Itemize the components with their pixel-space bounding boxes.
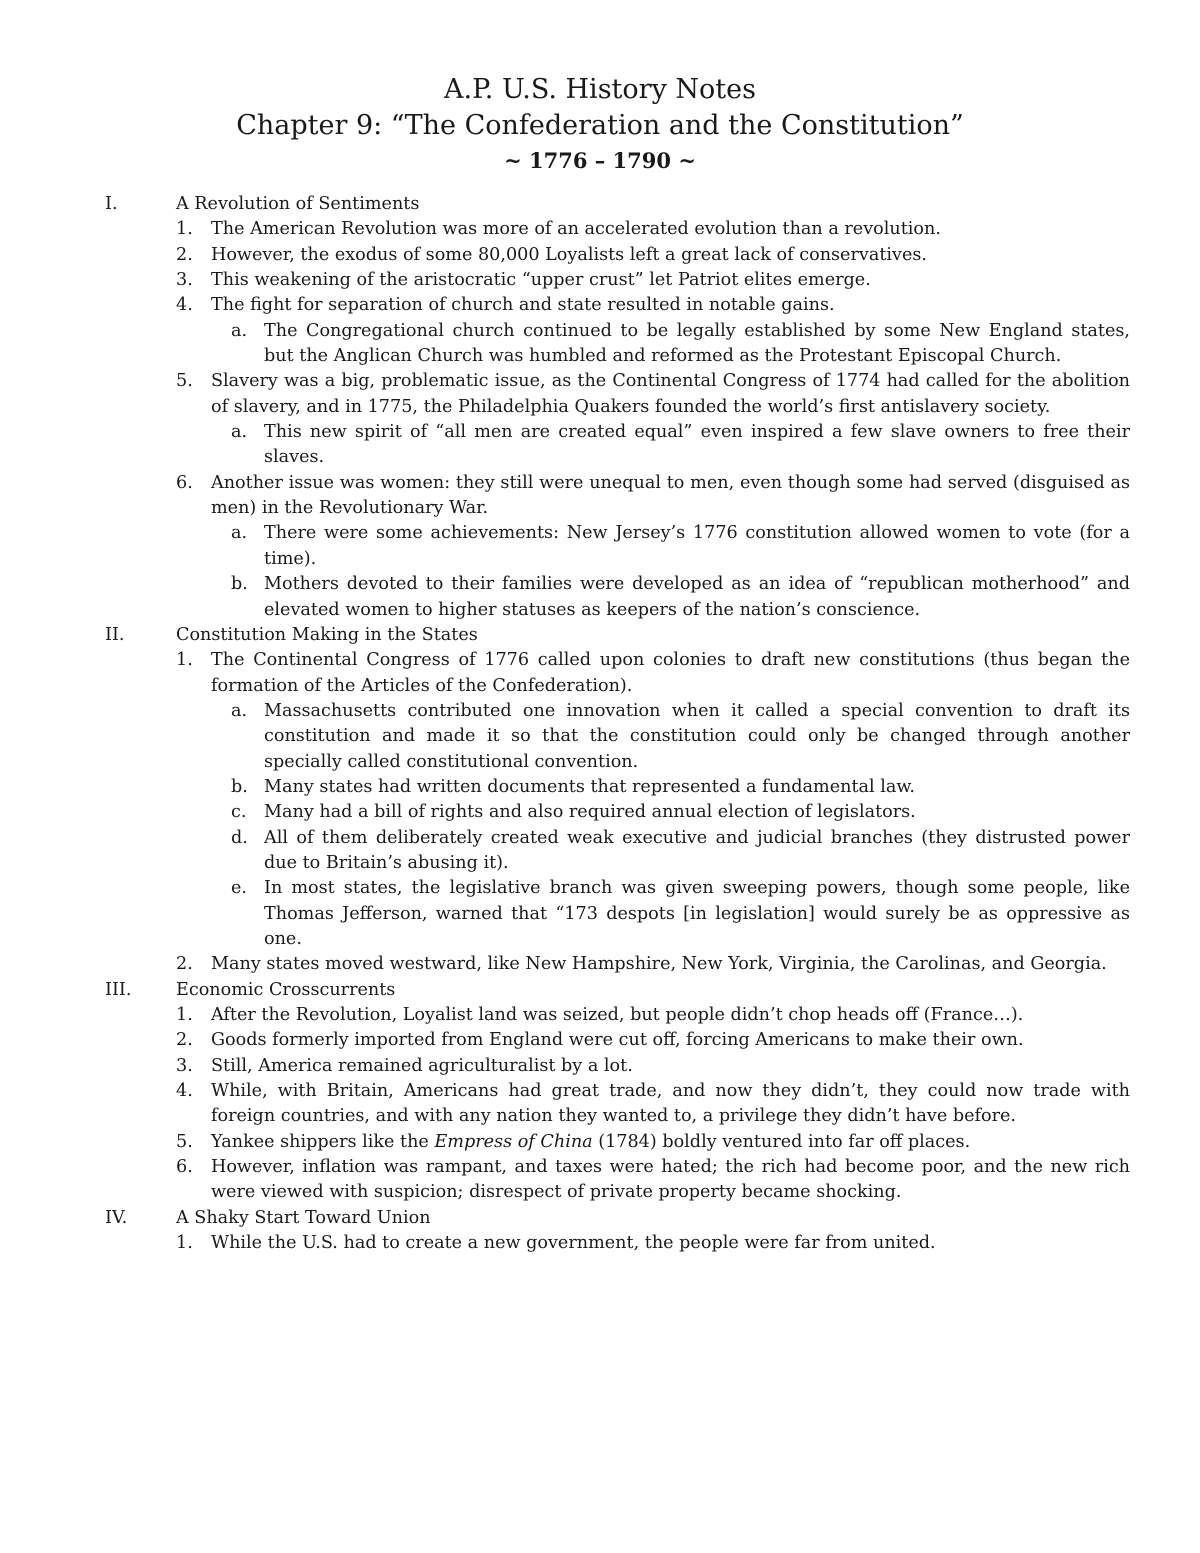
sub-item-text: The Congregational church continued to be legally established by some New England states, but the Anglican Church was humbled and reformed as the Protestant Episcopal Church. xyxy=(264,320,1130,367)
section-2 xyxy=(105,623,1130,978)
item-text: While, with Britain, Americans had great trade, and now they didn’t, they could now trade with foreign countries, and with any nation they wanted to, a privilege they didn’t have before. xyxy=(211,1081,1130,1127)
item-number: 1. xyxy=(176,219,193,240)
sub-item-text: Massachusetts contributed one innovation when it called a special convention to draft its constitution and made it so that the constitution could only be changed through another specially called constitutional convention. xyxy=(264,700,1130,772)
sub-item-letter: a. xyxy=(231,320,248,341)
item-number: 1. xyxy=(176,650,193,671)
sub-item-letter: a. xyxy=(231,422,248,443)
item-number: 2. xyxy=(176,954,193,975)
section-numeral: II. xyxy=(105,624,125,645)
item-number: 6. xyxy=(176,472,193,493)
item-text: Slavery was a big, problematic issue, as the Continental Congress of 1774 had called for the abolition of slavery, and in 1775, the Philadelphia Quakers founded the world’s first antislavery society. xyxy=(211,371,1130,417)
sub-item xyxy=(231,876,1130,952)
item-text: Still, America remained agriculturalist by a lot. xyxy=(211,1055,633,1076)
sub-item-letter: d. xyxy=(231,827,248,848)
item-number: 3. xyxy=(176,270,193,291)
section-numeral: I. xyxy=(105,194,118,214)
section-1 xyxy=(105,192,1130,623)
sub-item-text: Many had a bill of rights and also required annual election of legislators. xyxy=(264,802,916,823)
section-title: Economic Crosscurrents xyxy=(176,979,396,1000)
document-header xyxy=(70,72,1130,178)
item-text: However, the exodus of some 80,000 Loyalists left a great lack of conservatives. xyxy=(211,244,927,265)
sub-item-letter: b. xyxy=(231,776,248,797)
sub-item-text: In most states, the legislative branch was given sweeping powers, though some people, like Thomas Jefferson, warned that “173 despots [in legislation] would surely be as oppressive as one. xyxy=(264,878,1130,949)
item-text: The fight for separation of church and state resulted in notable gains. xyxy=(211,295,835,316)
sub-item xyxy=(231,420,1130,471)
item-number: 4. xyxy=(176,1081,193,1102)
item-text: However, inflation was rampant, and taxes were hated; the rich had become poor, and the new rich were viewed with suspicion; disrespect of private property became shocking. xyxy=(211,1157,1130,1203)
list-item xyxy=(176,648,1130,699)
item-number: 5. xyxy=(176,371,193,392)
item-number: 6. xyxy=(176,1157,193,1178)
section-numeral: III. xyxy=(105,979,132,1000)
list-item xyxy=(176,1028,1130,1053)
item-text: Many states moved westward, like New Hampshire, New York, Virginia, the Carolinas, and Georgia. xyxy=(211,954,1107,975)
sub-item-text: There were some achievements: New Jersey’s 1776 constitution allowed women to vote (for a time). xyxy=(264,523,1130,569)
sub-item xyxy=(231,826,1130,877)
sub-item-text: Many states had written documents that represented a fundamental law. xyxy=(264,776,915,797)
sub-item xyxy=(231,775,1130,800)
chapter-title: Chapter 9: “The Confederation and the Constitution” xyxy=(236,110,964,141)
ship-name: Empress of China xyxy=(434,1131,593,1152)
item-text: This weakening of the aristocratic “upper crust” let Patriot elites emerge. xyxy=(211,270,871,291)
section-numeral: IV. xyxy=(105,1207,128,1228)
item-number: 2. xyxy=(176,1030,193,1051)
sub-item-letter: e. xyxy=(231,878,248,899)
section-3 xyxy=(105,978,1130,1206)
sub-item-text: This new spirit of “all men are created equal” even inspired a few slave owners to free their slaves. xyxy=(264,422,1130,468)
section-4 xyxy=(105,1206,1130,1257)
item-number: 1. xyxy=(176,1005,193,1025)
list-item xyxy=(176,1130,1130,1155)
item-number: 1. xyxy=(176,1233,193,1254)
list-item xyxy=(176,1054,1130,1079)
list-item xyxy=(176,1079,1130,1130)
section-title: A Revolution of Sentiments xyxy=(176,194,420,214)
sub-item-text: Mothers devoted to their families were developed as an idea of “republican motherhood” and elevated women to higher statuses as keepers of the nation’s conscience. xyxy=(264,574,1130,620)
section-title: Constitution Making in the States xyxy=(176,624,478,645)
item-number: 4. xyxy=(176,295,193,316)
notes-outline xyxy=(105,192,1130,1256)
sub-item-text: All of them deliberately created weak executive and judicial branches (they distrusted power due to Britain’s abusing it). xyxy=(264,827,1130,873)
list-item xyxy=(176,293,1130,318)
list-item xyxy=(176,1155,1130,1206)
item-number: 3. xyxy=(176,1055,193,1076)
sub-item xyxy=(231,319,1130,370)
item-text-after: (1784) boldly ventured into far off places. xyxy=(592,1131,971,1152)
sub-item xyxy=(231,800,1130,825)
date-range: ~ 1776 – 1790 ~ xyxy=(504,148,696,173)
item-number: 5. xyxy=(176,1131,193,1152)
item-text-before: Yankee shippers like the xyxy=(211,1131,435,1152)
sub-item xyxy=(231,572,1130,623)
sub-item-letter: a. xyxy=(231,700,248,721)
list-item xyxy=(176,268,1130,293)
sub-item-letter: a. xyxy=(231,523,248,544)
list-item xyxy=(176,1003,1130,1028)
item-text: While the U.S. had to create a new government, the people were far from united. xyxy=(211,1233,936,1254)
item-text: After the Revolution, Loyalist land was seized, but people didn’t chop heads off (France…). xyxy=(211,1005,1024,1025)
section-title: A Shaky Start Toward Union xyxy=(176,1207,431,1228)
list-item xyxy=(176,217,1130,242)
list-item xyxy=(176,369,1130,420)
list-item xyxy=(176,471,1130,522)
item-text: Goods formerly imported from England were cut off, forcing Americans to make their own. xyxy=(211,1030,1024,1051)
sub-item xyxy=(231,699,1130,775)
sub-item xyxy=(231,521,1130,572)
list-item xyxy=(176,1231,1130,1256)
sub-item-letter: b. xyxy=(231,574,248,595)
document-title: A.P. U.S. History Notes xyxy=(444,74,756,105)
item-text: The Continental Congress of 1776 called upon colonies to draft new constitutions (thus began the formation of the Articles of the Confederation). xyxy=(211,650,1130,696)
item-number: 2. xyxy=(176,244,193,265)
sub-item-letter: c. xyxy=(231,802,247,823)
item-text: The American Revolution was more of an accelerated evolution than a revolution. xyxy=(211,219,941,240)
list-item xyxy=(176,243,1130,268)
item-text: Another issue was women: they still were unequal to men, even though some had served (disguised as men) in the Revolutionary War. xyxy=(211,472,1130,519)
list-item xyxy=(176,952,1130,977)
